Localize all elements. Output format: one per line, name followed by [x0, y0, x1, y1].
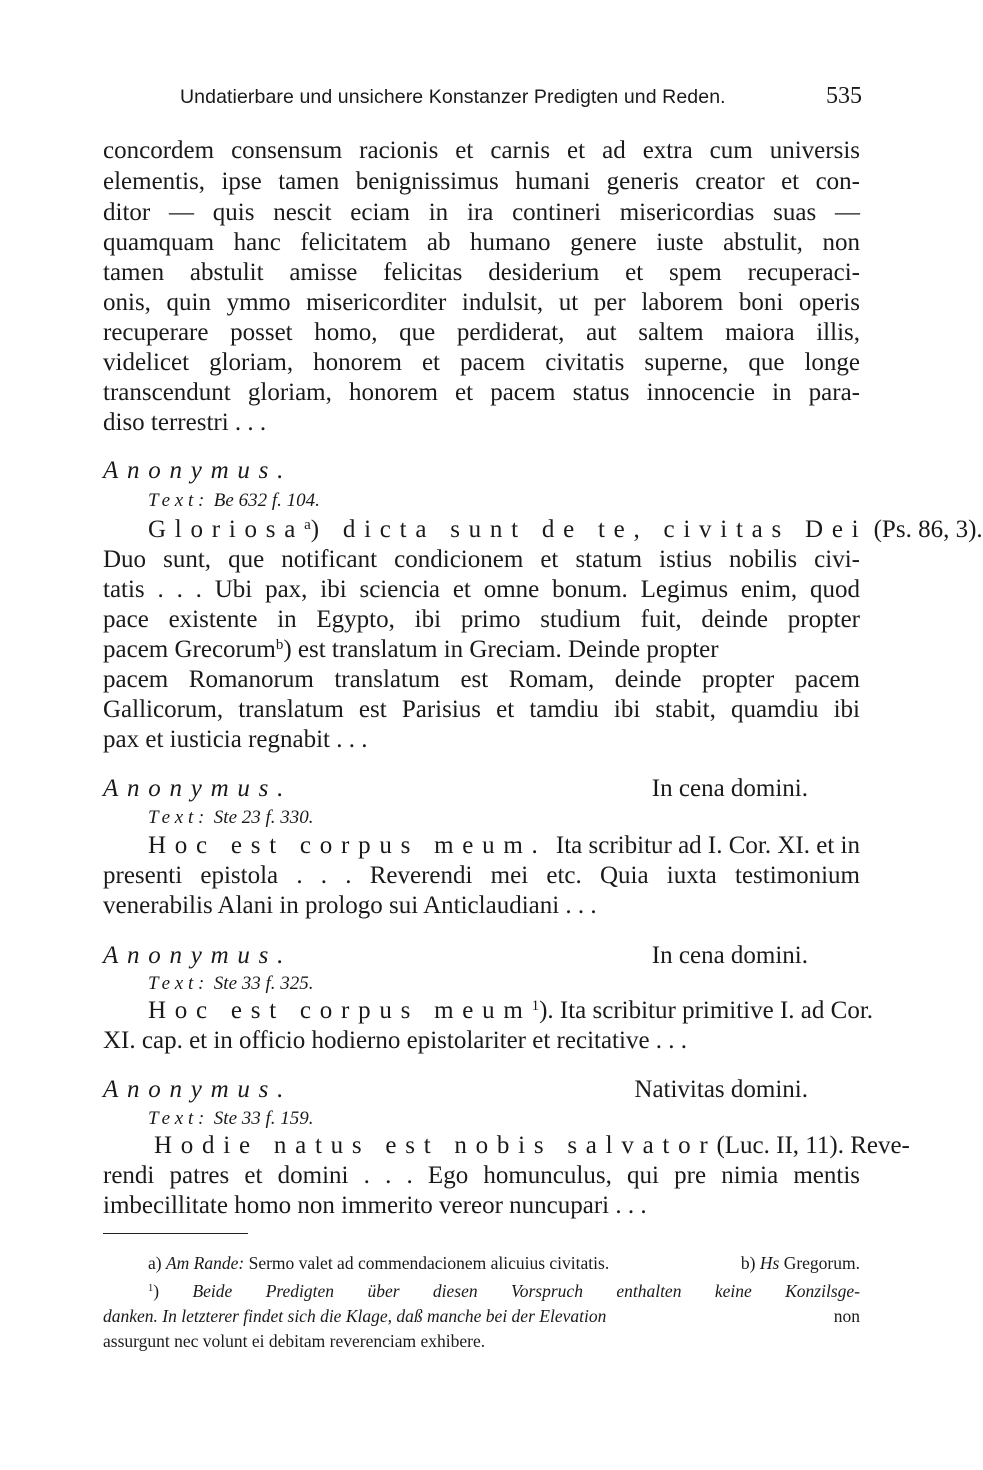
footnote-ref-a: a: [304, 516, 311, 533]
footnote-text: danken. In letzterer findet sich die Klage, daß manche bei der Elevation: [103, 1306, 607, 1326]
incipit: Hoc est corpus meum.: [148, 832, 547, 859]
footnote-1-line: assurgunt nec volunt ei debitam reverenciam exhibere.: [103, 1331, 486, 1351]
footnote-text: Sermo valet ad commendacionem alicuius civitatis.: [248, 1253, 610, 1273]
incipit: Gloriosa: [148, 516, 305, 543]
text-reference: [148, 972, 314, 996]
incipit: Hodie natus est nobis salvator: [154, 1132, 717, 1159]
section-occasion: Nativitas domini.: [634, 1076, 808, 1103]
body-line: [103, 635, 860, 665]
footnote-text: Gregorum.: [783, 1253, 860, 1273]
incipit-line: [148, 831, 860, 861]
body-line: rendi patres et domini . . . Ego homunculus, qui pre nimia mentis: [103, 1162, 860, 1189]
footnote-ref-b: b: [275, 636, 284, 653]
body-line: tatis . . . Ubi pax, ibi sciencia et omne bonum. Legimus enim, quod: [103, 576, 860, 603]
text-reference: [148, 1107, 314, 1131]
section-author: Anonymus.: [103, 1076, 293, 1103]
footnote-1-line: $^1$) Beide Predigten über diesen Vorspruch enthalten keine Konzilsge-: [148, 1281, 861, 1301]
text-reference: [148, 806, 314, 830]
incipit-rest: ). Ita scribitur primitive I. ad Cor.: [539, 997, 874, 1024]
incipit-citation: (Ps. 86, 3).: [873, 516, 983, 543]
text-ref: Be 632 f. 104.: [213, 490, 320, 511]
body-line: XI. cap. et in officio hodierno epistolariter et recitative . . .: [103, 1027, 688, 1054]
body-line: transcendunt gloriam, honorem et pacem status innocencie in para-: [103, 379, 860, 406]
footnote-marker: b): [740, 1253, 756, 1273]
body-line: quamquam hanc felicitatem ab humano genere iuste abstulit, non: [103, 229, 860, 256]
body-line: videlicet gloriam, honorem et pacem civitatis superne, que longe: [103, 349, 860, 376]
section-author: Anonymus.: [103, 457, 293, 484]
text-label: Text:: [148, 807, 210, 828]
text-label: Text:: [148, 973, 210, 994]
footnote-rule: [103, 1233, 248, 1234]
text-reference: [148, 489, 320, 513]
section-author: Anonymus.: [103, 775, 293, 802]
page-number: 535: [826, 83, 862, 109]
footnote-label: Hs: [759, 1253, 780, 1273]
footnote-marker: 1: [148, 1283, 154, 1295]
body-line: pace existente in Egypto, ibi primo studium fuit, deinde propter: [103, 606, 860, 633]
footnote-text: Beide Predigten über diesen Vorspruch enthalten keine Konzilsge-: [192, 1281, 861, 1301]
footnote-ref-1: 1: [531, 997, 540, 1014]
text-ref: Ste 33 f. 159.: [213, 1108, 314, 1129]
body-line: onis, quin ymmo misericorditer indulsit, ut per laborem boni operis: [103, 289, 860, 316]
body-line: venerabilis Alani in prologo sui Anticlaudiani . . .: [103, 892, 597, 919]
incipit-rest: Ita scribitur ad I. Cor. XI. et in: [555, 832, 860, 859]
footnote-ab: [148, 1250, 860, 1276]
footnote-marker: a): [148, 1253, 162, 1273]
running-title: Undatierbare und unsichere Konstanzer Predigten und Reden.: [180, 86, 726, 108]
body-line: pacem Romanorum translatum est Romam, deinde propter pacem: [103, 666, 860, 693]
incipit-rest: ) dicta sunt de te, civitas Dei: [310, 516, 868, 543]
incipit-line: [148, 515, 983, 545]
body-line: elementis, ipse tamen benignissimus humani generis creator et con-: [103, 168, 860, 195]
body-line: pax et iusticia regnabit . . .: [103, 726, 368, 753]
footnote-label: Am Rande:: [165, 1253, 245, 1273]
footnote-text: non: [833, 1306, 860, 1326]
text-ref: Ste 33 f. 325.: [213, 973, 314, 994]
running-header: [180, 83, 862, 116]
body-line: diso terrestri . . .: [103, 409, 267, 436]
text-label: Text:: [148, 1108, 210, 1129]
footnote-1-line: [103, 1303, 860, 1329]
incipit-citation: (Luc. II, 11). Reve-: [716, 1132, 910, 1159]
text-ref: Ste 23 f. 330.: [213, 807, 314, 828]
incipit-line: [148, 996, 874, 1026]
body-line: Gallicorum, translatum est Parisius et tamdiu ibi stabit, quamdiu ibi: [103, 696, 860, 723]
section-author: Anonymus.: [103, 942, 293, 969]
body-line: ditor — quis nescit eciam in ira contineri misericordias suas —: [103, 199, 860, 226]
body-text: ) est translatum in Greciam. Deinde propter: [283, 636, 719, 663]
body-line: concordem consensum racionis et carnis et ad extra cum universis: [103, 137, 860, 164]
body-line: Duo sunt, que notificant condicionem et statum istius nobilis civi-: [103, 546, 860, 573]
incipit: Hoc est corpus meum: [148, 997, 532, 1024]
body-line: presenti epistola . . . Reverendi mei etc. Quia iuxta testimonium: [103, 862, 860, 889]
body-text: pacem Grecorum: [103, 636, 276, 663]
section-occasion: In cena domini.: [651, 775, 808, 802]
body-line: imbecillitate homo non immerito vereor nuncupari . . .: [103, 1192, 647, 1219]
body-line: tamen abstulit amisse felicitas desiderium et spem recuperaci-: [103, 259, 860, 286]
body-line: recuperare posset homo, que perdiderat, aut saltem maiora illis,: [103, 319, 860, 346]
incipit-line: [154, 1131, 910, 1161]
text-label: Text:: [148, 490, 210, 511]
section-occasion: In cena domini.: [651, 942, 808, 969]
